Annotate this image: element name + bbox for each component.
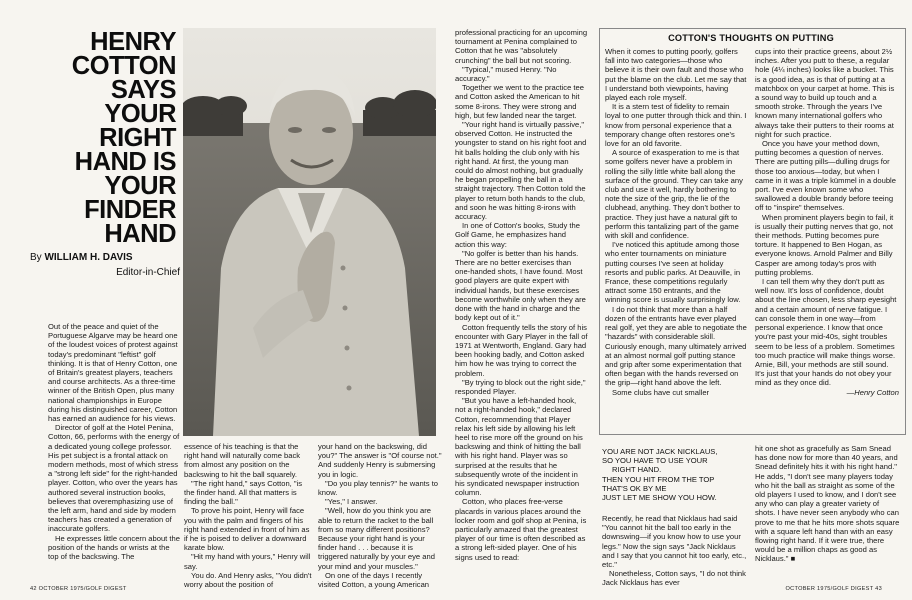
paragraph: When prominent players begin to fail, it is usually their putting nerves that go, not their methods. Putting becomes pure torture. It happened to Ben Hogan, as everyone knows. Arnold Palmer and Billy Casper are among today's pros with putting problems.: [755, 212, 894, 277]
sign-line: THAT'S OK BY ME: [602, 483, 667, 493]
headline-line: HAND: [104, 220, 176, 248]
paragraph: "Well, how do you think you are able to return the racket to the ball from so many different positions? Because your right hand is your finder hand . . . because it is triggered naturally by your eye and your mind and your muscles.": [318, 506, 435, 571]
headline: [58, 30, 176, 246]
paragraph: You do. And Henry asks, "You didn't worry about the position of: [184, 570, 312, 590]
paragraph: professional practicing for an upcoming tournament at Penina complained to Cotton that he was "absolutely crunching" the ball but not scoring.: [455, 28, 588, 65]
paragraph: "Do you play tennis?" he wants to know.: [318, 478, 439, 498]
paragraph: essence of his teaching is that the right hand will naturally come back from almost any position on the backswing to hit the ball squarely.: [184, 442, 301, 479]
headline-line: FINDER: [84, 196, 176, 224]
paragraph: "By trying to block out the right side," responded Player.: [455, 377, 586, 396]
paragraph: your hand on the backswing, did you?" The answer is "Of course not." And suddenly Henry is submersing you in logic.: [318, 442, 442, 479]
paragraph: "Your right hand is virtually passive," observed Cotton. He instructed the youngster to stand on his right foot and hit balls holding the club only with his right hand. At first, the young man could do almost nothing, but gradually he began propelling the ball in a straight trajectory. Then Cotton told the player to return both hands to the club, and soon he was hitting 8-irons with accuracy.: [455, 120, 587, 222]
paragraph: To prove his point, Henry will face you with the palm and fingers of his right hand extended in front of him as if he is poised to deliver a downward karate blow.: [184, 506, 310, 553]
paragraph: I can tell them why they don't putt as well now. It's loss of confidence, doubt about the line chosen, less sharp eyesight and a certain amount of nerve fatigue. I can console them in one way—from personal experience. I know that once you're past your mid-40s, sight troubles seem to be less of a problem. Sometimes too much practice will make things worse. Arnie, Bill, your methods are still sound. It's just that your hands do not obey your mind as they once did.: [755, 277, 897, 388]
paragraph: When it comes to putting poorly, golfers fall into two categories—those who believe it is their own fault and those who put the blame on the club. Let me say that I understand both viewpoints, having played each role myself.: [605, 47, 747, 103]
footer-left: 42 OCTOBER 1975/GOLF DIGEST: [30, 586, 127, 592]
paragraph: Director of golf at the Hotel Penina, Cotton, 66, performs with the energy of a dedicated young college professor. His pet subject is a frontal attack on modern methods, most of which stress a "strong left side" for the right-handed player. Cotton, who over the years has authored several instruction books, believes that overemphasizing use of the left arm, hand and side by modern teachers has created a generation of inaccurate golfers.: [48, 423, 180, 534]
sidebar-signature: —Henry Cotton: [846, 387, 899, 397]
paragraph: I've noticed this aptitude among those who enter tournaments on miniature putting courses I've seen at holiday resorts and public parks. At Deauville, in France, these competitions regularly attract some 150 entrants, and the winning score is usually surprisingly low.: [605, 240, 741, 305]
headline-line: HAND IS: [74, 148, 176, 176]
paragraph: He expresses little concern about the position of the hands or wrists at the top of the backswing. The: [48, 533, 180, 562]
sign-line: YOU ARE NOT JACK NICKLAUS,: [602, 447, 718, 456]
paragraph: "Yes," I answer.: [325, 497, 378, 507]
author-role: Editor-in-Chief: [116, 267, 180, 278]
byline: [30, 252, 180, 278]
paragraph: "Hit my hand with yours," Henry will say.: [184, 552, 311, 571]
paragraph: "No golfer is better than his hands. There are no better exercises than one-handed shots, I have found. Most good players are quite expert with individual hands, but these exercises become worthwhile only when they are done with the hand in charge and the body kept out of it.": [455, 248, 586, 323]
paragraph: A source of exasperation to me is that some golfers never have a problem in rolling the silly little white ball along the surface of the ground. They can take any club and use it well, hardly bothering to note the size of the grip, the lie of the clubhead, anything. They don't bother to practice. They just have a natural gift to perform this tantalizing part of the game with skill and confidence.: [605, 148, 743, 241]
headline-line: YOUR: [104, 100, 176, 128]
headline-line: HENRY: [90, 28, 176, 56]
paragraph: It is a stern test of fidelity to remain loyal to one putter through thick and thin. I know from personal experience that a temporary change often restores one's love for an old favorite.: [605, 102, 747, 149]
headline-line: RIGHT: [99, 124, 176, 152]
article-column-3: [318, 442, 444, 589]
sign-line: SO YOU HAVE TO USE YOUR: [602, 456, 708, 466]
sidebar-column-1: [605, 47, 747, 397]
paragraph: "But you have a left-handed hook, not a right-handed hook," declared Cotton, recommending that Player relax his left side by allowing his left heel to rise more off the ground on his backswing and think of hitting the ball with his right hand. Player was so surprised at the results that he subsequently wrote of the incident in his syndicated newspaper instruction column.: [455, 396, 583, 498]
headline-line: SAYS: [110, 76, 176, 104]
sidebar-column-2: [755, 47, 899, 397]
paragraph: On one of the days I recently visited Cotton, a young American: [318, 570, 430, 590]
paragraph: cups into their practice greens, about 2½ inches. After you putt to these, a regular hole (4¼ inches) looks like a bucket. This is a good idea, as is that of putting at a matchbox on your carpet at home. This is a sound way to build up touch and a smooth stroke. Through the years I've known many international golfers who always take their putters to their rooms at night for such practice.: [755, 47, 895, 139]
author-name: WILLIAM H. DAVIS: [44, 252, 133, 263]
paragraph: "The right hand," says Cotton, "is the finder hand. All that matters is finding the ball.": [184, 478, 303, 507]
headline-line: YOUR: [104, 172, 176, 200]
article-column-8: [755, 444, 901, 564]
article-column-2: [184, 442, 312, 589]
sign-line: RIGHT HAND.: [612, 465, 662, 475]
byline-by: By: [30, 252, 42, 263]
paragraph: Cotton, who places free-verse placards in various places around the locker room and golf shop at Penina, is particularly amazed that the greatest player of our time is often described as a strong left-sided player. One of his signs used to read:: [455, 497, 587, 562]
sign-line: THEN YOU HIT FROM THE TOP: [602, 474, 715, 484]
headline-line: COTTON: [71, 52, 176, 80]
cotton-photo: [183, 28, 436, 436]
locker-room-sign: [602, 447, 747, 502]
paragraph: hit one shot as gracefully as Sam Snead has done now for more than 40 years, and Snead definitely hits it with his right hand." He adds, "I don't see many players today who hit the ball as straight as some of the old players I used to know, and I don't see any who can play a greater variety of shots. I have never seen anybody who can prove to me that he hits more shots square with a square left hand than with an easy flowing right hand. If it were true, there would be a million chaps as good as Nicklaus." ■: [755, 444, 900, 564]
paragraph: Some clubs have cut smaller: [612, 387, 710, 397]
paragraph: Nonetheless, Cotton says, "I do not think Jack Nicklaus has ever: [602, 569, 746, 588]
photo-illustration: [183, 28, 436, 436]
sidebar-title: COTTON'S THOUGHTS ON PUTTING: [668, 33, 834, 43]
article-column-4: [455, 28, 588, 562]
article-column-7: [602, 514, 747, 588]
sign-line: JUST LET ME SHOW YOU HOW.: [602, 493, 717, 503]
paragraph: In one of Cotton's books, Study the Golf Game, he emphasizes hand action this way:: [455, 221, 580, 249]
paragraph: Cotton frequently tells the story of his encounter with Gary Player in the fall of 1971 at Wentworth, England. Gary had been hooking badly, and Cotton asked him how he was trying to correct the problem.: [455, 322, 588, 378]
footer-right: OCTOBER 1975/GOLF DIGEST 43: [785, 586, 882, 592]
paragraph: Out of the peace and quiet of the Portuguese Algarve may be heard one of the loudest voices of protest against today's predominant "leftist" golf thinking. It is that of Henry Cotton, one of Britain's greatest players, teachers and course architects. As a three-time winner of the British Open, plus many national championships in Europe during his distinguished career, Cotton has earned an audience for his views.: [48, 322, 178, 424]
paragraph: Recently, he read that Nicklaus had said "You cannot hit the ball too early in the downswing—if you know how to use your legs." Now the sign says "Jack Nicklaus and I say that you cannot hit too early, etc., etc.": [602, 514, 747, 570]
paragraph: Once you have your method down, putting becomes a question of nerves. There are putting pills—dulling drugs for those too anxious—today, but when I came in it was a triple kümmel in a double port. I've even known some who swallowed a double brandy before teeing off to "inspire" themselves.: [755, 139, 896, 213]
paragraph: I do not think that more than a half dozen of the entrants have ever played real golf, yet they are able to negotiate the "hazards" with considerable skill. Curiously enough, many ultimately arrived at an almost normal golf putting stance and grip after some experimentation that often began with the hands reversed on the grip—right hand above the left.: [605, 304, 747, 388]
paragraph: Together we went to the practice tee and Cotton asked the American to hit some 8-irons. They were strong and high, but few landed near the target.: [455, 83, 584, 120]
paragraph: "Typical," mused Henry. "No accuracy.": [455, 64, 557, 84]
article-column-1: [48, 322, 180, 561]
